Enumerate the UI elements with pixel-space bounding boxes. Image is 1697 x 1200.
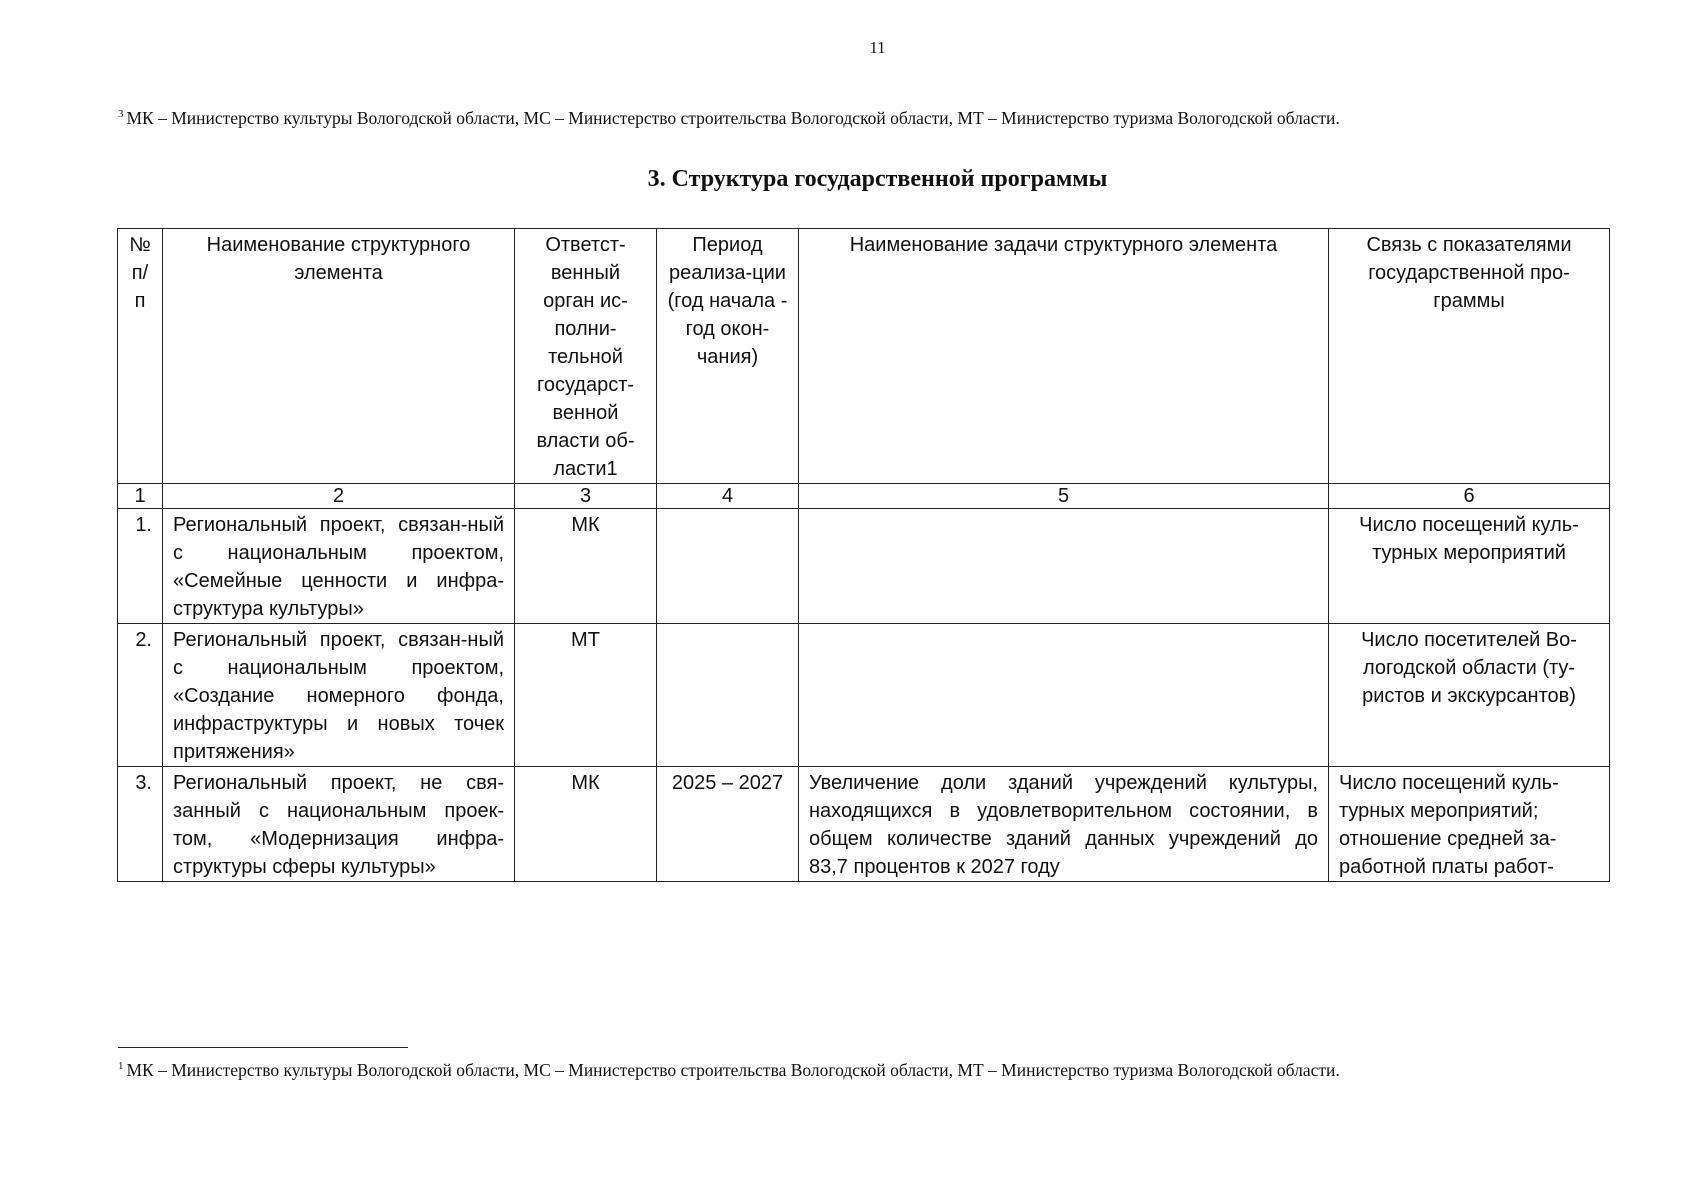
period-cell: 2025 – 2027 xyxy=(657,767,799,882)
page-number: 11 xyxy=(869,38,886,57)
period-cell xyxy=(657,509,799,624)
column-number: 4 xyxy=(657,484,799,509)
footnote-divider xyxy=(118,1047,408,1048)
header-number: № п/п xyxy=(118,229,163,484)
indicators-cell: Число посещений куль-турных мероприятий; отношение средней за-работной платы работ- xyxy=(1329,767,1610,882)
footnote-top-marker: 3 xyxy=(118,108,124,121)
section-title: 3. Структура государственной программы xyxy=(647,166,1108,192)
header-implementation-period: Период реализа-ции (год начала - год окон-чания) xyxy=(657,229,799,484)
table-row xyxy=(118,767,1610,882)
column-number: 3 xyxy=(515,484,657,509)
header-indicators-link: Связь с показателями государственной про-граммы xyxy=(1329,229,1610,484)
header-element-name: Наименование структурного элемента xyxy=(163,229,515,484)
task-cell xyxy=(799,624,1329,767)
authority-cell: МТ xyxy=(515,624,657,767)
structure-table xyxy=(117,228,1610,882)
header-task-name: Наименование задачи структурного элемента xyxy=(799,229,1329,484)
row-number: 1. xyxy=(118,509,163,624)
indicators-cell: Число посетителей Во-логодской области (ту-ристов и экскурсантов) xyxy=(1329,624,1610,767)
indicators-cell: Число посещений куль-турных мероприятий xyxy=(1329,509,1610,624)
footnote-bottom-marker: 1 xyxy=(118,1060,124,1073)
table-row xyxy=(118,624,1610,767)
task-cell: Увеличение доли зданий учреждений культуры, находящихся в удовлетворительном состоянии, в общем количестве зданий данных учреждений до 83,7 процентов к 2027 году xyxy=(799,767,1329,882)
footnote-top xyxy=(118,108,1340,129)
table-header-row xyxy=(118,229,1610,484)
column-number: 6 xyxy=(1329,484,1610,509)
column-number-row xyxy=(118,484,1610,509)
element-name-cell: Региональный проект, не свя-занный с национальным проек-том, «Модернизация инфра-структуры сферы культуры» xyxy=(163,767,515,882)
row-number: 3. xyxy=(118,767,163,882)
element-name-cell: Региональный проект, связан-ный с национальным проектом, «Семейные ценности и инфра-структура культуры» xyxy=(163,509,515,624)
row-number: 2. xyxy=(118,624,163,767)
footnote-bottom-text: МК – Министерство культуры Вологодской области, МС – Министерство строительства Вологодской области, МТ – Министерство туризма Вологодской области. xyxy=(126,1060,1340,1080)
task-cell xyxy=(799,509,1329,624)
authority-cell: МК xyxy=(515,509,657,624)
header-responsible-authority: Ответст-венный орган ис-полни-тельной государст-венной власти об-ласти1 xyxy=(515,229,657,484)
column-number: 5 xyxy=(799,484,1329,509)
footnote-top-text: МК – Министерство культуры Вологодской области, МС – Министерство строительства Вологодской области, МТ – Министерство туризма Вологодской области. xyxy=(126,108,1340,128)
authority-cell: МК xyxy=(515,767,657,882)
footnote-bottom xyxy=(118,1060,1340,1081)
table-row xyxy=(118,509,1610,624)
element-name-cell: Региональный проект, связан-ный с национальным проектом, «Создание номерного фонда, инфраструктуры и новых точек притяжения» xyxy=(163,624,515,767)
period-cell xyxy=(657,624,799,767)
column-number: 2 xyxy=(163,484,515,509)
column-number: 1 xyxy=(118,484,163,509)
